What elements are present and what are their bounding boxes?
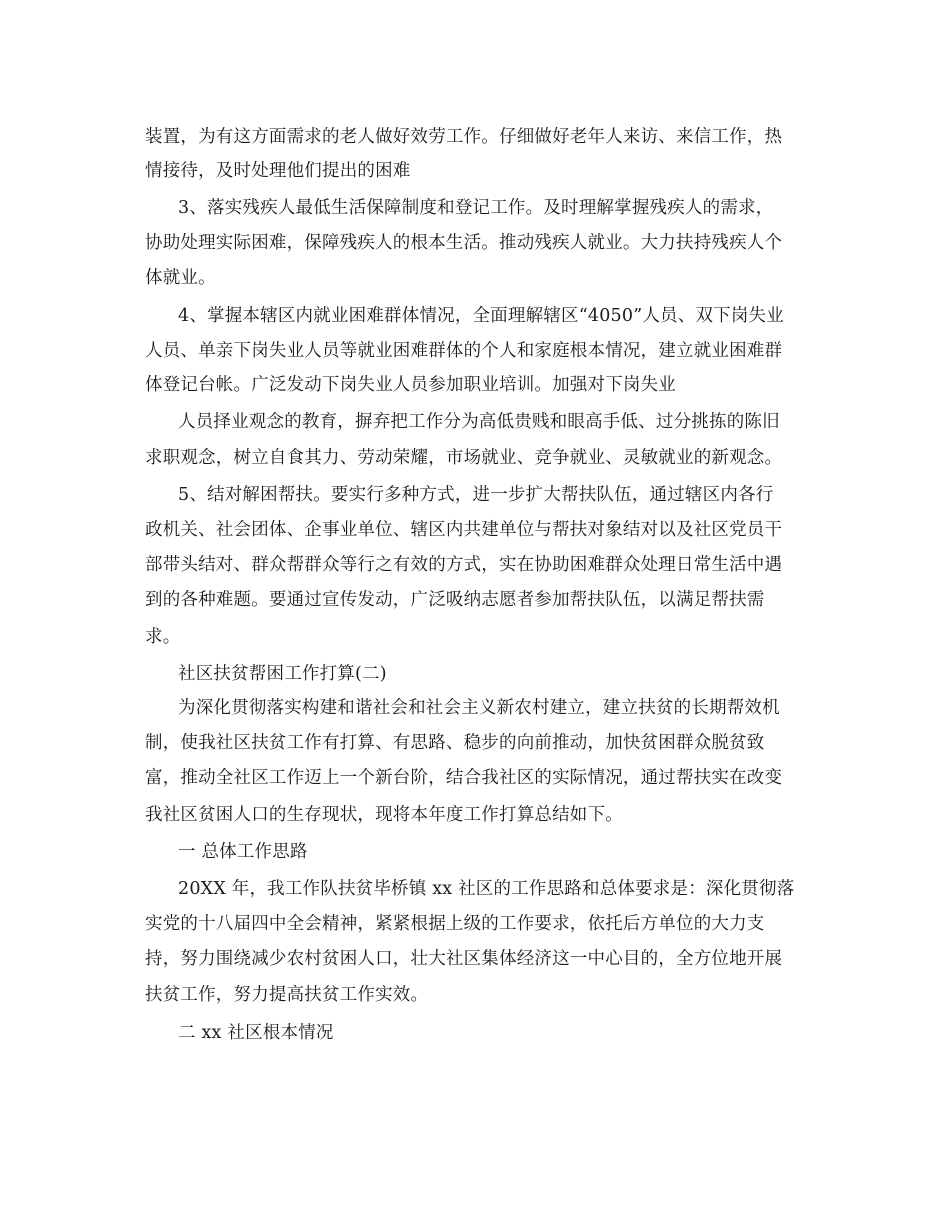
text-line: 协助处理实际困难，保障残疾人的根本生活。推动残疾人就业。大力扶持残疾人个 xyxy=(145,233,783,253)
section-heading: 二 xx 社区根本情况 xyxy=(178,1023,334,1043)
text-line: 情接待，及时处理他们提出的困难 xyxy=(145,161,411,181)
text-line: 持，努力围绕减少农村贫困人口，壮大社区集体经济这一中心目的，全方位地开展 xyxy=(145,949,783,969)
text-line: 部带头结对、群众帮群众等行之有效的方式，实在协助困难群众处理日常生活中遇 xyxy=(145,555,783,575)
text-line: 制，使我社区扶贫工作有打算、有思路、稳步的向前推动，加快贫困群众脱贫致 xyxy=(145,733,765,753)
text-line: 实党的十八届四中全会精神，紧紧根据上级的工作要求，依托后方单位的大力支 xyxy=(145,914,765,934)
text-line: 3、落实残疾人最低生活保障制度和登记工作。及时理解掌握残疾人的需求， xyxy=(178,198,774,218)
text-line: 装置，为有这方面需求的老人做好效劳工作。仔细做好老年人来访、来信工作，热 xyxy=(145,127,783,147)
text-line: 人员、单亲下岗失业人员等就业困难群体的个人和家庭根本情况，建立就业困难群 xyxy=(145,341,783,361)
text-line: 政机关、社会团体、企事业单位、辖区内共建单位与帮扶对象结对以及社区党员干 xyxy=(145,520,783,540)
text-line: 扶贫工作，努力提高扶贫工作实效。 xyxy=(145,985,429,1005)
text-line: 体登记台帐。广泛发动下岗失业人员参加职业培训。加强对下岗失业 xyxy=(145,375,676,395)
text-line: 为深化贯彻落实构建和谐社会和社会主义新农村建立，建立扶贫的长期帮效机 xyxy=(178,698,780,718)
text-line: 到的各种难题。要通过宣传发动，广泛吸纳志愿者参加帮扶队伍，以满足帮扶需 xyxy=(145,590,765,610)
text-line: 富，推动全社区工作迈上一个新台阶，结合我社区的实际情况，通过帮扶实在改变 xyxy=(145,768,783,788)
text-line: 求职观念，树立自食其力、劳动荣耀，市场就业、竞争就业、灵敏就业的新观念。 xyxy=(145,448,783,468)
text-line: 体就业。 xyxy=(145,268,216,288)
section-heading: 一 总体工作思路 xyxy=(178,842,308,862)
section-heading: 社区扶贫帮困工作打算(二) xyxy=(178,664,387,684)
text-line: 5、结对解困帮扶。要实行多种方式，进一步扩大帮扶队伍，通过辖区内各行 xyxy=(178,485,774,505)
text-line: 4、掌握本辖区内就业困难群体情况，全面理解辖区“4050”人员、双下岗失业 xyxy=(178,306,784,326)
text-line: 20XX 年，我工作队扶贫毕桥镇 xx 社区的工作思路和总体要求是：深化贯彻落 xyxy=(178,879,795,899)
text-line: 我社区贫困人口的生存现状，现将本年度工作打算总结如下。 xyxy=(145,805,623,825)
text-line: 求。 xyxy=(145,627,181,647)
text-line: 人员择业观念的教育，摒弃把工作分为高低贵贱和眼高手低、过分挑拣的陈旧 xyxy=(178,412,780,432)
